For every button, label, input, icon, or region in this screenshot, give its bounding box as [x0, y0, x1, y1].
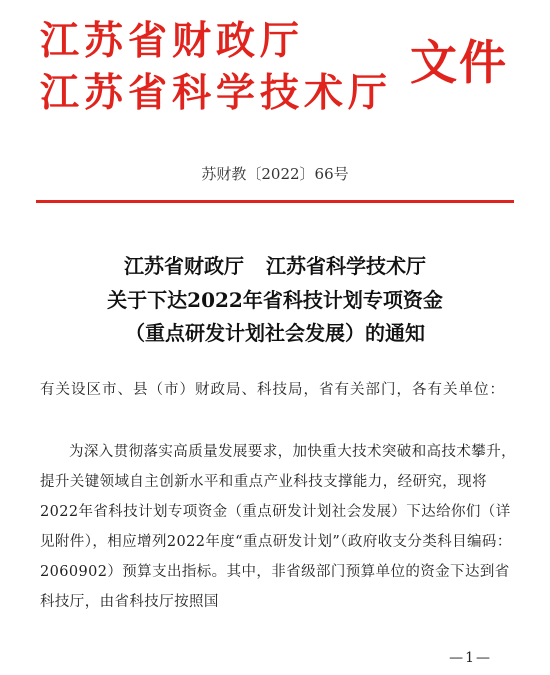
title-issuer-finance: 江苏省财政厅 [124, 254, 244, 278]
document-type-label: 文件 [410, 36, 508, 91]
addressee-paragraph: 有关设区市、县（市）财政局、科技局，省有关部门，各有关单位： [40, 382, 505, 398]
title-issuer-science: 江苏省科学技术厅 [266, 254, 426, 278]
title-line-1 [0, 256, 550, 276]
title-line-3: （重点研发计划社会发展）的通知 [125, 321, 425, 345]
issuer-line-finance: 江苏省财政厅 [40, 19, 305, 64]
body-paragraph: 为深入贯彻落实高质量发展要求，加快重大技术突破和高技术攀升，提升关键领域自主创新水平和重点产业科技支撑能力，经研究，现将2022年省科技计划专项资金（重点研发计划社会发展）下达给你们（详见附件），相应增列2022年度“重点研发计划”（政府收支分类科目编码：2060902）预算支出指标。其中，非省级部门预算单位的资金下达到省科技厅，由省科技厅按照国 [40, 444, 516, 610]
document-number: 苏财教〔2022〕66号 [201, 165, 349, 183]
title-line-2: 关于下达2022年省科技计划专项资金 [107, 288, 443, 312]
red-divider-line [36, 200, 514, 203]
issuer-line-science: 江苏省科学技术厅 [40, 71, 393, 116]
page-number: —1— [449, 650, 492, 666]
